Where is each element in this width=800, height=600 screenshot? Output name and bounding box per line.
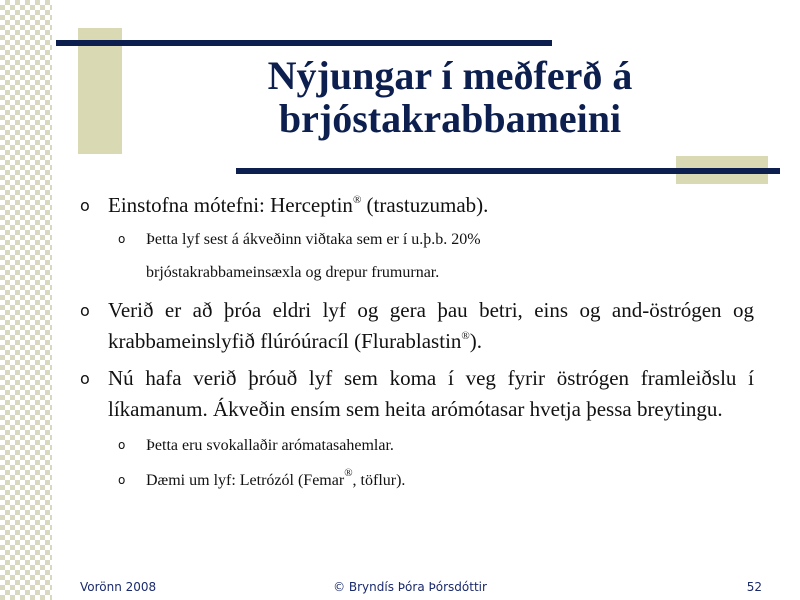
bullet-icon: o <box>80 369 90 388</box>
bullet-text: Einstofna mótefni: Herceptin <box>108 193 353 217</box>
sub-bullet-text: Dæmi um lyf: Letrózól (Femar <box>146 472 345 489</box>
sub-bullet-icon: o <box>118 232 126 246</box>
bullet-item <box>80 363 754 425</box>
bullet-icon: o <box>80 301 90 320</box>
registered-mark: ® <box>461 330 470 342</box>
bullet-icon: o <box>80 196 90 215</box>
sub-bullet-item <box>80 223 754 289</box>
sub-bullet-text: Þetta eru svokallaðir arómatasahemlar. <box>146 437 394 454</box>
slide-title <box>200 54 700 140</box>
sub-bullet-text-end: , töflur). <box>352 472 406 489</box>
sub-bullet-icon: o <box>118 473 126 487</box>
footer-copyright: © Bryndís Þóra Þórsdóttir <box>333 580 487 594</box>
bullet-item <box>80 190 754 221</box>
decorative-checker-strip <box>0 0 52 600</box>
title-rule-top <box>56 40 552 46</box>
sub-bullet-text-line2: brjóstakrabbameinsæxla og drepur frumurnar. <box>146 264 440 281</box>
registered-mark: ® <box>344 467 353 479</box>
olive-accent-block-left <box>78 28 122 154</box>
sub-bullet-icon: o <box>118 438 126 452</box>
bullet-text-end: ). <box>469 329 483 353</box>
sub-bullet-text-line1: Þetta lyf sest á ákveðinn viðtaka sem er í u.þ.b. 20% <box>146 231 481 248</box>
bullet-text-end: (trastuzumab). <box>361 193 489 217</box>
sub-bullet-item <box>80 429 754 462</box>
title-line-2: brjóstakrabbameini <box>278 96 622 141</box>
bullet-text: Verið er að þróa eldri lyf og gera þau betri, eins og and-östrógen og krabbameinslyfið flúróúracíl (Flurablastin <box>108 298 754 353</box>
registered-mark: ® <box>352 194 362 206</box>
bullet-text: Nú hafa verið þróuð lyf sem koma í veg fyrir östrógen framleiðslu í líkamanum. Ákveðin ensím sem heita arómótasar hvetja þessa breytingu. <box>108 366 754 421</box>
title-line-1: Nýjungar í meðferð á <box>267 53 633 98</box>
slide-body <box>80 190 754 497</box>
sub-bullet-item <box>80 464 754 497</box>
bullet-item <box>80 295 754 357</box>
title-rule-bottom <box>236 168 780 174</box>
slide-number: 52 <box>746 580 762 594</box>
footer-term: Vorönn 2008 <box>80 580 157 594</box>
